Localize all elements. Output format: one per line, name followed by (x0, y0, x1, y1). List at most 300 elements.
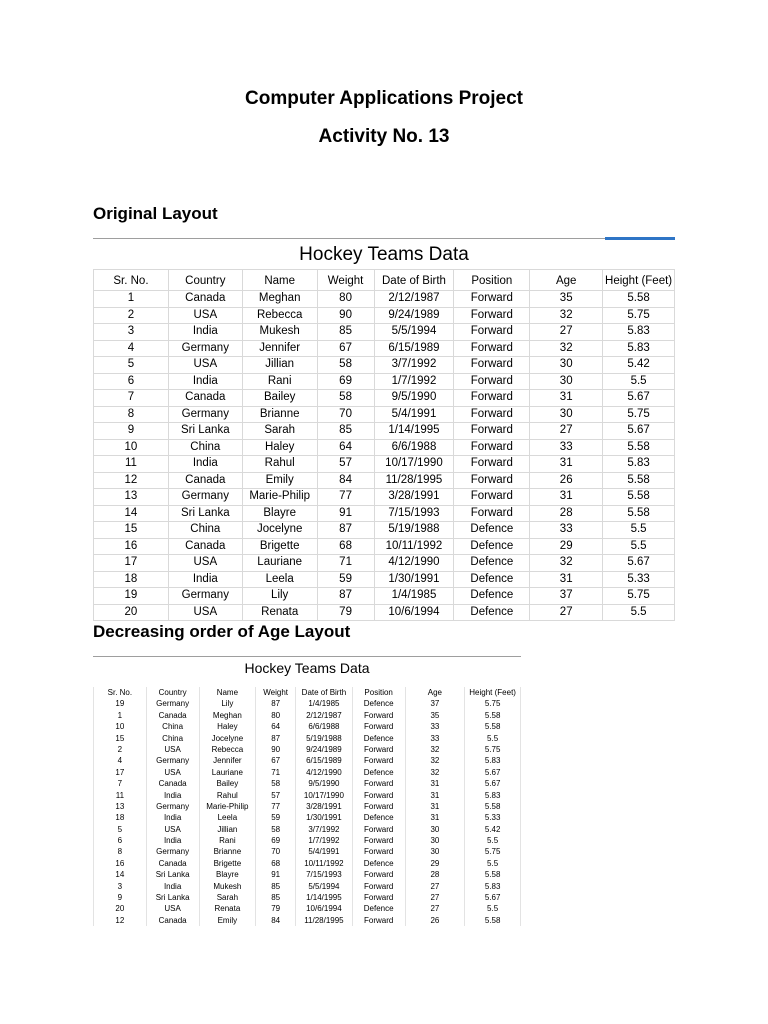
table-row (93, 710, 521, 721)
table-row (93, 308, 675, 325)
table-cell: 64 (318, 440, 375, 456)
table-cell: Brigette (200, 858, 257, 869)
table-cell: India (147, 812, 200, 823)
table-cell: 5.5 (465, 903, 521, 914)
table-cell: 16 (93, 539, 169, 555)
original-table-image (93, 238, 675, 618)
table-cell: 5.67 (603, 390, 675, 406)
table-cell: Sri Lanka (169, 423, 243, 439)
table-cell: 91 (318, 506, 375, 522)
table-cell: 5.5 (465, 858, 521, 869)
table-cell: Sri Lanka (147, 869, 200, 880)
table-cell: Forward (454, 506, 530, 522)
table-row (93, 801, 521, 812)
table-cell: 10/11/1992 (296, 858, 353, 869)
table-cell: 58 (256, 824, 296, 835)
table-cell: 27 (530, 423, 603, 439)
table-row (93, 892, 521, 903)
table-cell: Brigette (243, 539, 318, 555)
table-cell: 77 (318, 489, 375, 505)
table-cell: Lauriane (200, 767, 257, 778)
table-cell: Marie-Philip (243, 489, 318, 505)
table-cell: 3 (93, 881, 147, 892)
table-cell: 5.58 (465, 869, 521, 880)
table-cell: 35 (406, 710, 466, 721)
table-cell: 5.58 (603, 291, 675, 307)
table-row (93, 456, 675, 473)
table-cell: 14 (93, 869, 147, 880)
table-cell: 68 (256, 858, 296, 869)
table-cell: USA (169, 308, 243, 324)
table-cell: 27 (406, 881, 466, 892)
table-cell: Sri Lanka (147, 892, 200, 903)
table-cell: Defence (454, 555, 530, 571)
table-cell: 79 (256, 903, 296, 914)
table-cell: 71 (318, 555, 375, 571)
table-cell: 58 (256, 778, 296, 789)
table-cell: 5.58 (603, 473, 675, 489)
table-cell: Defence (353, 733, 406, 744)
table-cell: 1 (93, 291, 169, 307)
table-cell: 59 (256, 812, 296, 823)
table-row (93, 835, 521, 846)
table-cell: Sarah (200, 892, 257, 903)
table-cell: China (169, 440, 243, 456)
table-cell: Forward (454, 407, 530, 423)
table-cell: 6 (93, 835, 147, 846)
table-cell: 87 (318, 588, 375, 604)
table-cell: 33 (530, 440, 603, 456)
table-cell: Forward (353, 915, 406, 926)
table-cell: 5 (93, 824, 147, 835)
table-cell: Blayre (243, 506, 318, 522)
table-cell: Marie-Philip (200, 801, 257, 812)
table-cell: Forward (353, 892, 406, 903)
table-cell: 91 (256, 869, 296, 880)
table-cell: 85 (256, 892, 296, 903)
table-cell: Defence (353, 858, 406, 869)
table-cell: 10 (93, 721, 147, 732)
table-row (93, 390, 675, 407)
table-row (93, 374, 675, 391)
table-cell: Canada (147, 858, 200, 869)
table-row (93, 555, 675, 572)
sorted-table-grid (93, 687, 521, 926)
table-cell: 9/5/1990 (296, 778, 353, 789)
table-cell: USA (169, 605, 243, 621)
table-cell: Defence (454, 522, 530, 538)
table-cell: 26 (530, 473, 603, 489)
table-cell: Germany (169, 588, 243, 604)
table-cell: Lily (243, 588, 318, 604)
table-cell: 31 (406, 778, 466, 789)
table-cell: Haley (243, 440, 318, 456)
table-row (93, 881, 521, 892)
table-cell: 5.75 (465, 744, 521, 755)
table-cell: 5.33 (603, 572, 675, 588)
table-cell: Defence (454, 605, 530, 621)
table-row (93, 489, 675, 506)
table-cell: 17 (93, 767, 147, 778)
column-header: Height (Feet) (465, 687, 521, 698)
table-cell: Jennifer (243, 341, 318, 357)
table-cell: Canada (169, 291, 243, 307)
table-cell: Germany (147, 755, 200, 766)
table-cell: 5.83 (465, 755, 521, 766)
table-cell: 3/7/1992 (375, 357, 455, 373)
table-cell: Defence (353, 903, 406, 914)
table-cell: China (169, 522, 243, 538)
table-row (93, 572, 675, 589)
table-cell: 31 (530, 390, 603, 406)
table-cell: Forward (454, 324, 530, 340)
table-cell: Sarah (243, 423, 318, 439)
table-cell: 5/5/1994 (375, 324, 455, 340)
table-cell: Leela (243, 572, 318, 588)
table-cell: Forward (454, 341, 530, 357)
table-cell: Rebecca (243, 308, 318, 324)
table-cell: 7/15/1993 (375, 506, 455, 522)
table-cell: Bailey (243, 390, 318, 406)
table-cell: 87 (256, 733, 296, 744)
table-cell: 5.5 (603, 539, 675, 555)
table-cell: 11/28/1995 (375, 473, 455, 489)
table-cell: 85 (256, 881, 296, 892)
table-cell: 8 (93, 407, 169, 423)
sorted-table-title: Hockey Teams Data (244, 660, 370, 676)
table-cell: 2/12/1987 (375, 291, 455, 307)
table-cell: Lauriane (243, 555, 318, 571)
column-header: Height (Feet) (603, 270, 675, 290)
table-cell: 5.58 (603, 506, 675, 522)
table-cell: USA (169, 357, 243, 373)
table-cell: Brianne (200, 846, 257, 857)
table-cell: 5.83 (465, 881, 521, 892)
table-cell: Meghan (243, 291, 318, 307)
table-cell: Jillian (243, 357, 318, 373)
table-cell: Germany (169, 489, 243, 505)
table-cell: Haley (200, 721, 257, 732)
table-cell: Forward (353, 801, 406, 812)
table-cell: 5.5 (603, 522, 675, 538)
table-cell: 59 (318, 572, 375, 588)
table-cell: 3/28/1991 (375, 489, 455, 505)
table-cell: 4 (93, 755, 147, 766)
table-cell: USA (169, 555, 243, 571)
table-cell: 32 (530, 341, 603, 357)
table-cell: 1/7/1992 (375, 374, 455, 390)
table-cell: 10/17/1990 (375, 456, 455, 472)
table-cell: 5.58 (465, 801, 521, 812)
table-header-row (93, 687, 521, 698)
table-cell: 5.58 (603, 440, 675, 456)
column-header: Country (147, 687, 200, 698)
table-cell: 5.75 (465, 698, 521, 709)
table-cell: Forward (353, 778, 406, 789)
table-cell: 9 (93, 892, 147, 903)
table-cell: 31 (406, 812, 466, 823)
table-cell: 11/28/1995 (296, 915, 353, 926)
table-cell: 31 (530, 456, 603, 472)
table-cell: 26 (406, 915, 466, 926)
table-cell: 6/6/1988 (296, 721, 353, 732)
table-cell: 32 (406, 767, 466, 778)
table-cell: Sri Lanka (169, 506, 243, 522)
table-cell: 4/12/1990 (296, 767, 353, 778)
section-heading-original: Original Layout (93, 204, 218, 223)
table-cell: 5.58 (465, 915, 521, 926)
table-cell: 32 (406, 744, 466, 755)
table-cell: Leela (200, 812, 257, 823)
table-cell: 80 (318, 291, 375, 307)
table-cell: 10/11/1992 (375, 539, 455, 555)
table-row (93, 407, 675, 424)
table-cell: 69 (256, 835, 296, 846)
table-row (93, 846, 521, 857)
table-cell: 5 (93, 357, 169, 373)
table-cell: Defence (353, 698, 406, 709)
original-table-grid (93, 269, 675, 621)
table-cell: Renata (200, 903, 257, 914)
table-cell: Canada (147, 778, 200, 789)
table-cell: 5.75 (603, 588, 675, 604)
table-cell: Forward (353, 824, 406, 835)
table-cell: Mukesh (243, 324, 318, 340)
column-header: Country (169, 270, 243, 290)
table-cell: Defence (353, 767, 406, 778)
column-header: Age (406, 687, 466, 698)
table-cell: 10/17/1990 (296, 790, 353, 801)
table-cell: 9/5/1990 (375, 390, 455, 406)
table-cell: USA (147, 744, 200, 755)
table-cell: Rebecca (200, 744, 257, 755)
table-cell: Canada (147, 710, 200, 721)
table-cell: 5.33 (465, 812, 521, 823)
table-cell: USA (147, 824, 200, 835)
table-cell: Forward (353, 881, 406, 892)
table-cell: Forward (353, 846, 406, 857)
table-cell: USA (147, 903, 200, 914)
table-row (93, 733, 521, 744)
table-cell: 9/24/1989 (375, 308, 455, 324)
table-cell: 13 (93, 801, 147, 812)
table-cell: Lily (200, 698, 257, 709)
table-cell: 27 (530, 605, 603, 621)
table-cell: Canada (147, 915, 200, 926)
table-cell: 87 (318, 522, 375, 538)
table-cell: 5.83 (603, 456, 675, 472)
table-cell: 80 (256, 710, 296, 721)
table-row (93, 324, 675, 341)
table-cell: 31 (530, 489, 603, 505)
table-cell: India (169, 374, 243, 390)
table-cell: 1/4/1985 (296, 698, 353, 709)
table-cell: 71 (256, 767, 296, 778)
table-cell: 29 (406, 858, 466, 869)
table-cell: 58 (318, 390, 375, 406)
table-cell: 5.75 (603, 407, 675, 423)
table-cell: 3 (93, 324, 169, 340)
table-cell: 11 (93, 456, 169, 472)
table-cell: Germany (169, 341, 243, 357)
table-cell: 68 (318, 539, 375, 555)
table-cell: Defence (454, 588, 530, 604)
table-cell: 7/15/1993 (296, 869, 353, 880)
table-cell: 18 (93, 812, 147, 823)
table-cell: 30 (530, 374, 603, 390)
column-header: Age (530, 270, 603, 290)
table-cell: 5/4/1991 (375, 407, 455, 423)
table-row (93, 721, 521, 732)
table-row (93, 440, 675, 457)
table-cell: 2/12/1987 (296, 710, 353, 721)
table-cell: India (169, 456, 243, 472)
table-row (93, 423, 675, 440)
table-cell: Renata (243, 605, 318, 621)
table-cell: 5/19/1988 (296, 733, 353, 744)
table-cell: 9/24/1989 (296, 744, 353, 755)
table-cell: 35 (530, 291, 603, 307)
table-row (93, 291, 675, 308)
table-row (93, 790, 521, 801)
column-header: Name (200, 687, 257, 698)
table-cell: 64 (256, 721, 296, 732)
table-cell: 31 (406, 790, 466, 801)
table-cell: Forward (454, 456, 530, 472)
table-cell: 5.58 (465, 721, 521, 732)
table-cell: Rani (200, 835, 257, 846)
table-cell: 5.83 (603, 341, 675, 357)
table-cell: 6/15/1989 (375, 341, 455, 357)
column-header: Name (243, 270, 318, 290)
table-row (93, 744, 521, 755)
column-header: Sr. No. (93, 687, 147, 698)
table-cell: Forward (353, 721, 406, 732)
table-row (93, 824, 521, 835)
table-cell: Jocelyne (200, 733, 257, 744)
table-cell: 13 (93, 489, 169, 505)
table-cell: 67 (256, 755, 296, 766)
table-cell: 5.67 (465, 778, 521, 789)
table-row (93, 778, 521, 789)
table-cell: 5.5 (465, 835, 521, 846)
table-cell: 6/6/1988 (375, 440, 455, 456)
table-cell: 33 (406, 733, 466, 744)
table-cell: 28 (406, 869, 466, 880)
table-cell: 27 (406, 892, 466, 903)
table-cell: 79 (318, 605, 375, 621)
table-cell: Forward (454, 473, 530, 489)
table-cell: 3/28/1991 (296, 801, 353, 812)
table-cell: Defence (454, 572, 530, 588)
table-cell: 5.58 (465, 710, 521, 721)
table-header-row (93, 269, 675, 291)
table-cell: 57 (256, 790, 296, 801)
table-cell: 77 (256, 801, 296, 812)
table-cell: 15 (93, 733, 147, 744)
table-cell: 84 (318, 473, 375, 489)
table-row (93, 903, 521, 914)
table-cell: 4/12/1990 (375, 555, 455, 571)
table-cell: 5.75 (465, 846, 521, 857)
table-cell: 31 (406, 801, 466, 812)
table-cell: India (169, 324, 243, 340)
table-cell: 27 (406, 903, 466, 914)
table-cell: 3/7/1992 (296, 824, 353, 835)
table-cell: Defence (454, 539, 530, 555)
table-cell: 87 (256, 698, 296, 709)
table-cell: Forward (353, 869, 406, 880)
table-cell: 6/15/1989 (296, 755, 353, 766)
table-cell: Forward (454, 423, 530, 439)
table-cell: Canada (169, 473, 243, 489)
table-cell: 31 (530, 572, 603, 588)
table-row (93, 698, 521, 709)
table-cell: 5.67 (603, 423, 675, 439)
table-cell: 85 (318, 423, 375, 439)
table-cell: 28 (530, 506, 603, 522)
table-cell: 12 (93, 915, 147, 926)
table-row (93, 858, 521, 869)
table-cell: 70 (318, 407, 375, 423)
table-cell: 10/6/1994 (375, 605, 455, 621)
table-cell: 5.83 (465, 790, 521, 801)
table-cell: 30 (530, 357, 603, 373)
table-cell: Germany (147, 698, 200, 709)
table-cell: 5.67 (465, 767, 521, 778)
table-cell: 2 (93, 308, 169, 324)
table-cell: 5/4/1991 (296, 846, 353, 857)
table-row (93, 522, 675, 539)
activity-number: Activity No. 13 (318, 126, 450, 147)
table-cell: Bailey (200, 778, 257, 789)
section-heading-sorted: Decreasing order of Age Layout (93, 622, 351, 641)
table-cell: 17 (93, 555, 169, 571)
table-cell: 37 (406, 698, 466, 709)
table-cell: Emily (200, 915, 257, 926)
table-cell: 20 (93, 605, 169, 621)
original-table-title: Hockey Teams Data (299, 244, 469, 265)
table-row (93, 357, 675, 374)
table-cell: 84 (256, 915, 296, 926)
table-cell: 14 (93, 506, 169, 522)
column-header: Weight (318, 270, 375, 290)
table-cell: 90 (318, 308, 375, 324)
table-cell: 1/14/1995 (296, 892, 353, 903)
table-cell: China (147, 733, 200, 744)
table-cell: 1/7/1992 (296, 835, 353, 846)
table-cell: Brianne (243, 407, 318, 423)
table-cell: Forward (353, 790, 406, 801)
table-row (93, 473, 675, 490)
table-row (93, 755, 521, 766)
table-cell: Rani (243, 374, 318, 390)
table-cell: 5.83 (603, 324, 675, 340)
table-row (93, 767, 521, 778)
table-cell: Mukesh (200, 881, 257, 892)
table-cell: 30 (406, 846, 466, 857)
table-cell: Germany (147, 846, 200, 857)
table-row (93, 506, 675, 523)
table-cell: 1/30/1991 (296, 812, 353, 823)
table-cell: 7 (93, 778, 147, 789)
table-cell: 5.67 (465, 892, 521, 903)
table-cell: 16 (93, 858, 147, 869)
table-cell: Meghan (200, 710, 257, 721)
table-cell: 57 (318, 456, 375, 472)
table-cell: 27 (530, 324, 603, 340)
table-cell: 32 (406, 755, 466, 766)
